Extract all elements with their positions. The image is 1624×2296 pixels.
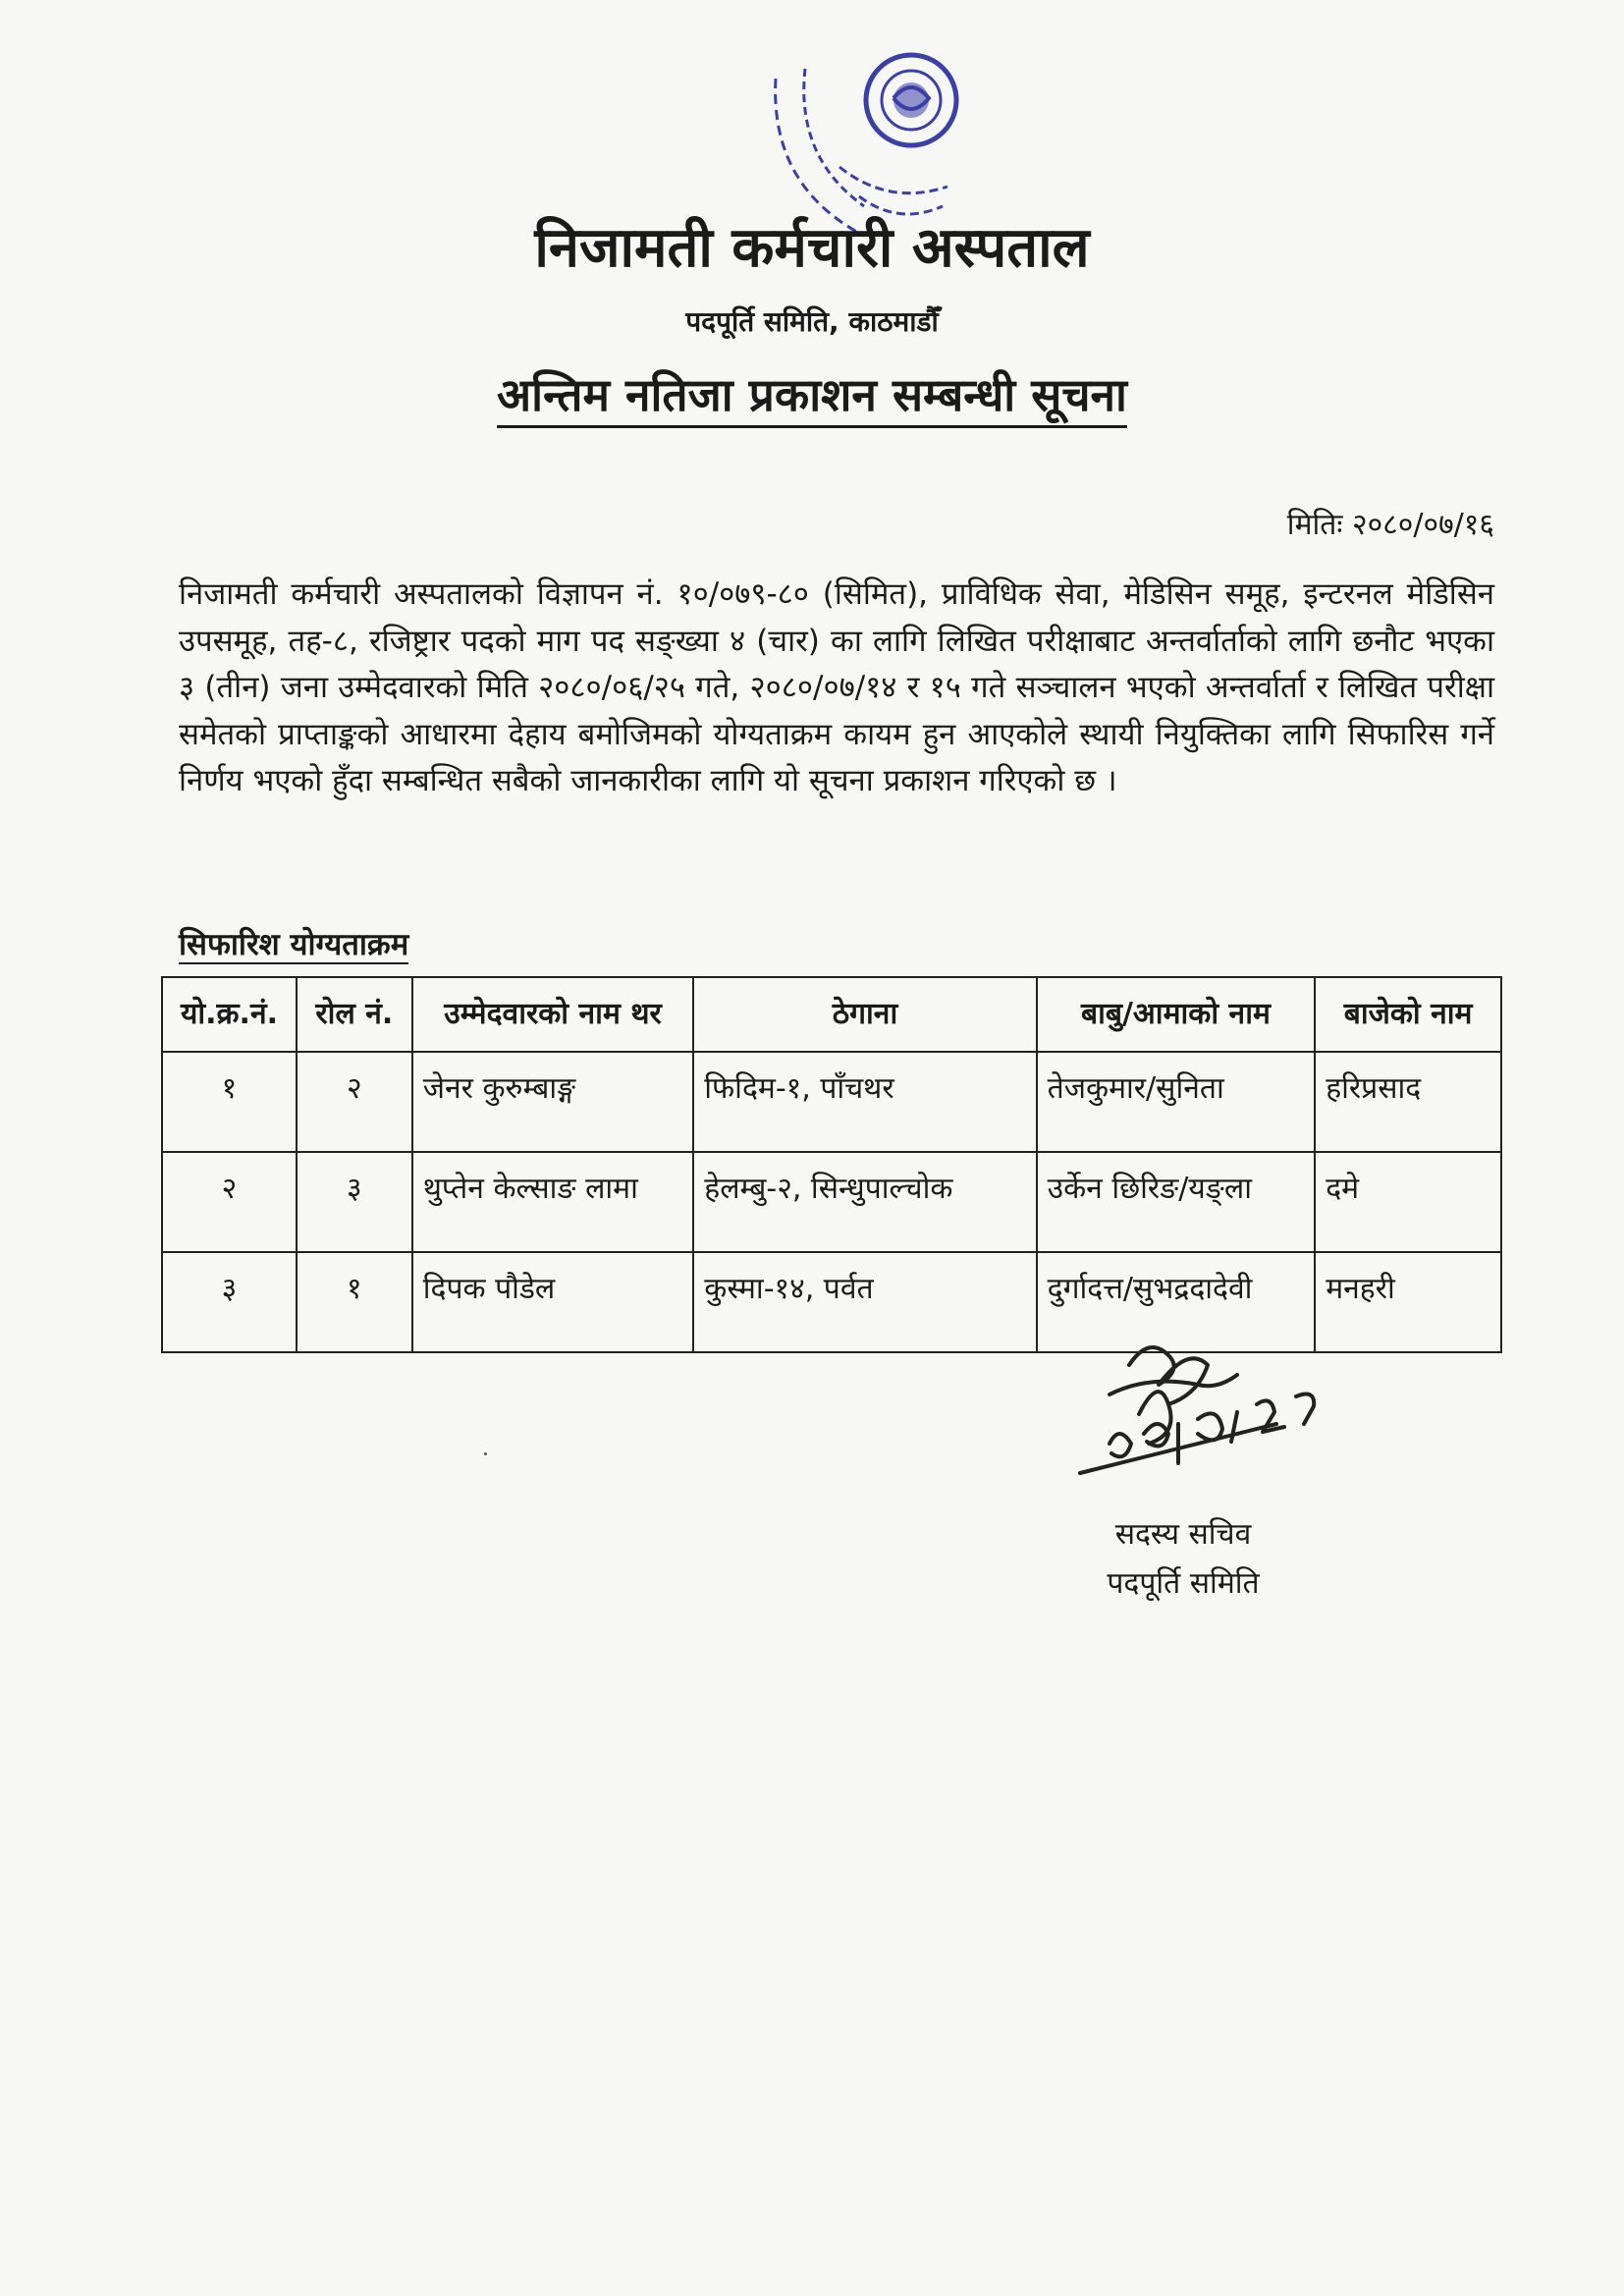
page-title: निजामती कर्मचारी अस्पताल bbox=[534, 216, 1090, 280]
cell-name: जेनर कुरुम्बाङ्ग bbox=[412, 1052, 694, 1152]
col-header-serial: यो.क्र.नं. bbox=[162, 977, 297, 1052]
col-header-name: उम्मेदवारको नाम थर bbox=[412, 977, 694, 1052]
cell-serial: १ bbox=[162, 1052, 297, 1152]
col-header-parents: बाबु/आमाको नाम bbox=[1037, 977, 1316, 1052]
cell-serial: २ bbox=[162, 1152, 297, 1252]
cell-parents: तेजकुमार/सुनिता bbox=[1037, 1052, 1316, 1152]
cell-name: दिपक पौडेल bbox=[412, 1252, 694, 1352]
cell-roll: ३ bbox=[297, 1152, 412, 1252]
cell-parents: दुर्गादत्त/सुभद्रदादेवी bbox=[1037, 1252, 1316, 1352]
col-header-address: ठेगाना bbox=[693, 977, 1036, 1052]
signatory-role bbox=[1080, 1510, 1286, 1609]
col-header-grandfather: बाजेको नाम bbox=[1315, 977, 1501, 1052]
cell-parents: उर्केन छिरिङ/यङ्ला bbox=[1037, 1152, 1316, 1252]
notice-date: मितिः २०८०/०७/१६ bbox=[1286, 508, 1494, 542]
cell-grandfather: दमे bbox=[1315, 1152, 1501, 1252]
signatory-title: सदस्य सचिव bbox=[1114, 1517, 1252, 1552]
cell-serial: ३ bbox=[162, 1252, 297, 1352]
committee-subtitle: पदपूर्ति समिति, काठमाडौँ bbox=[685, 305, 939, 338]
table-row bbox=[162, 1052, 1501, 1152]
table-row bbox=[162, 1152, 1501, 1252]
signatory-committee: पदपूर्ति समिति bbox=[1107, 1566, 1260, 1601]
col-header-roll: रोल नं. bbox=[297, 977, 412, 1052]
notice-heading bbox=[0, 363, 1624, 424]
results-table bbox=[161, 976, 1502, 1353]
cell-address: कुस्मा-१४, पर्वत bbox=[693, 1252, 1036, 1352]
section-title bbox=[179, 923, 408, 964]
notice-body: निजामती कर्मचारी अस्पतालको विज्ञापन नं. १०/०७९-८० (सिमित), प्राविधिक सेवा, मेडिसिन समूह, इन्टरनल मेडिसिन उपसमूह, तह-८, रजिष्ट्रार पदको माग पद सङ्ख्या ४ (चार) का लागि लिखित परीक्षाबाट अन्तर्वार्ताको लागि छनौट भएका ३ (तीन) जना उम्मेदवारको मिति २०८०/०६/२५ गते, २०८०/०७/१४ र १५ गते सञ्चालन भएको अन्तर्वार्ता र लिखित परीक्षा समेतको प्राप्ताङ्कको आधारमा देहाय बमोजिमको योग्यताक्रम कायम हुन आएकोले स्थायी नियुक्तिका लागि सिफारिस गर्ने निर्णय भएको हुँदा सम्बन्धित सबैको जानकारीका लागि यो सूचना प्रकाशन गरिएको छ । bbox=[179, 576, 1494, 798]
cell-address: हेलम्बु-२, सिन्धुपाल्चोक bbox=[693, 1152, 1036, 1252]
cell-address: फिदिम-१, पाँचथर bbox=[693, 1052, 1036, 1152]
scan-speck bbox=[484, 1452, 487, 1455]
section-title-text: सिफारिश योग्यताक्रम bbox=[179, 927, 409, 962]
handwritten-signature-icon bbox=[1070, 1326, 1384, 1493]
cell-grandfather: हरिप्रसाद bbox=[1315, 1052, 1501, 1152]
cell-name: थुप्तेन केल्साङ लामा bbox=[412, 1152, 694, 1252]
table-header-row bbox=[162, 977, 1501, 1052]
cell-roll: १ bbox=[297, 1252, 412, 1352]
notice-heading-text: अन्तिम नतिजा प्रकाशन सम्बन्धी सूचना bbox=[497, 368, 1127, 428]
cell-roll: २ bbox=[297, 1052, 412, 1152]
cell-grandfather: मनहरी bbox=[1315, 1252, 1501, 1352]
